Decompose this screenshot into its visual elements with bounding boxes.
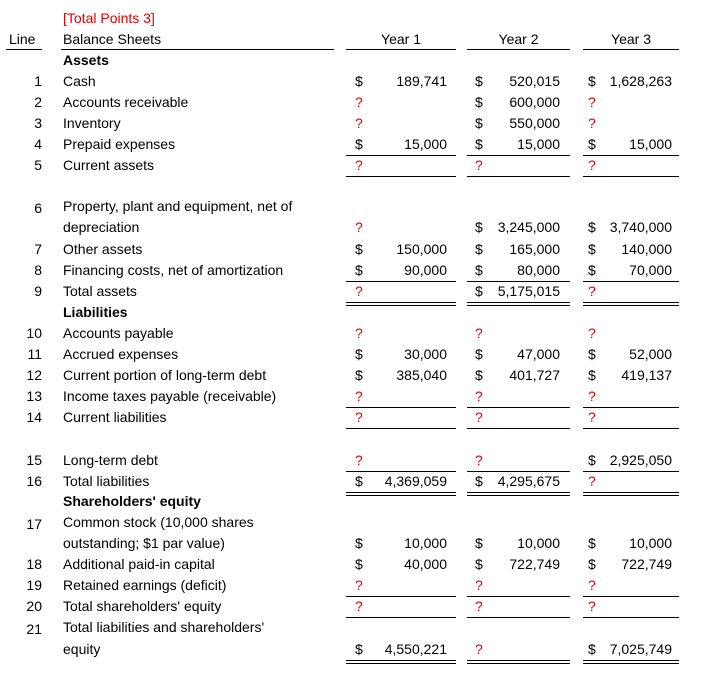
row-label: Cash [63,73,96,89]
unknown-value: ? [475,325,483,341]
amount-value: 47,000 [517,346,560,362]
row-label: Other assets [63,241,143,257]
row-label: Total assets [63,283,137,299]
total-underline [583,471,679,472]
total-underline [583,596,679,597]
currency-sign: $ [355,241,363,257]
unknown-value: ? [588,409,596,425]
double-underline [583,495,679,496]
currency-sign: $ [475,473,483,489]
unknown-value: ? [588,325,596,341]
double-underline [467,305,570,306]
line-number: 2 [34,94,42,110]
currency-sign: $ [355,346,363,362]
total-underline [346,407,456,408]
total-underline [467,407,570,408]
unknown-value: ? [588,157,596,173]
row-label: Current liabilities [63,409,167,425]
currency-sign: $ [355,535,363,551]
amount-value: 10,000 [404,535,447,551]
total-underline [467,428,570,429]
amount-value: 189,741 [396,73,447,89]
amount-value: 5,175,015 [497,283,560,299]
currency-sign: $ [475,535,483,551]
currency-sign: $ [355,136,363,152]
line-number: 6 [34,200,42,216]
amount-value: 10,000 [517,535,560,551]
line-number: 19 [26,577,42,593]
total-underline [583,176,679,177]
currency-sign: $ [588,535,596,551]
currency-sign: $ [588,136,596,152]
unknown-value: ? [355,157,363,173]
total-underline [467,492,570,493]
unknown-value: ? [355,577,363,593]
unknown-value: ? [355,388,363,404]
section-equity: Shareholders' equity [63,493,201,509]
line-number: 4 [34,136,42,152]
line-number: 16 [26,473,42,489]
amount-value: 722,749 [509,556,560,572]
total-points-label: [Total Points 3] [63,10,155,26]
line-number: 10 [26,325,42,341]
row-label: Prepaid expenses [63,136,176,152]
row-label: Accounts receivable [63,94,189,110]
unknown-value: ? [588,598,596,614]
amount-value: 165,000 [509,241,560,257]
unknown-value: ? [475,388,483,404]
amount-value: 2,925,050 [609,452,672,468]
total-underline [346,617,456,618]
line-number: 17 [26,516,42,532]
currency-sign: $ [475,283,483,299]
total-underline [467,281,570,282]
row-label: Common stock (10,000 shares [63,514,254,530]
line-number: 3 [34,115,42,131]
total-underline [346,428,456,429]
currency-sign: $ [355,473,363,489]
header-underline-line [6,49,42,50]
amount-value: 140,000 [621,241,672,257]
total-underline [346,596,456,597]
double-underline [583,305,679,306]
amount-value: 7,025,749 [609,641,672,657]
total-underline [467,176,570,177]
amount-value: 15,000 [629,136,672,152]
currency-sign: $ [588,262,596,278]
currency-sign: $ [475,136,483,152]
amount-value: 722,749 [621,556,672,572]
currency-sign: $ [588,346,596,362]
amount-value: 80,000 [517,262,560,278]
currency-sign: $ [355,262,363,278]
currency-sign: $ [588,556,596,572]
row-label: Income taxes payable (receivable) [63,388,277,404]
currency-sign: $ [355,641,363,657]
year1-header: Year 1 [381,31,421,47]
amount-value: 150,000 [396,241,447,257]
header-underline-year1 [346,49,456,50]
row-label: Additional paid-in capital [63,556,215,572]
double-underline [583,663,679,664]
total-underline [346,660,456,661]
row-label: Accrued expenses [63,346,179,362]
amount-value: 550,000 [509,115,560,131]
row-label-continued: outstanding; $1 par value) [63,535,225,551]
currency-sign: $ [475,367,483,383]
unknown-value: ? [588,283,596,299]
double-underline [467,663,570,664]
currency-sign: $ [588,452,596,468]
row-label: Long-term debt [63,452,158,468]
total-underline [346,471,456,472]
unknown-value: ? [588,115,596,131]
currency-sign: $ [475,94,483,110]
total-underline [346,155,456,156]
section-liabilities: Liabilities [63,304,128,320]
line-number: 20 [26,598,42,614]
amount-value: 4,369,059 [384,473,447,489]
year2-header: Year 2 [498,31,539,47]
double-underline [346,305,456,306]
row-label: Current assets [63,157,155,173]
total-underline [467,617,570,618]
unknown-value: ? [355,115,363,131]
row-label: Total shareholders' equity [63,598,222,614]
currency-sign: $ [475,556,483,572]
total-underline [467,660,570,661]
total-underline [583,617,679,618]
currency-sign: $ [475,73,483,89]
line-number: 9 [34,283,42,299]
amount-value: 90,000 [404,262,447,278]
amount-value: 40,000 [404,556,447,572]
row-label: Accounts payable [63,325,174,341]
unknown-value: ? [355,325,363,341]
row-label: Current portion of long-term debt [63,367,267,383]
unknown-value: ? [355,452,363,468]
amount-value: 3,740,000 [609,219,672,235]
currency-sign: $ [475,219,483,235]
header-underline-year2 [467,49,570,50]
unknown-value: ? [475,409,483,425]
currency-sign: $ [475,346,483,362]
unknown-value: ? [355,219,363,235]
total-underline [583,407,679,408]
row-label: Property, plant and equipment, net of [63,198,293,214]
unknown-value: ? [588,388,596,404]
currency-sign: $ [588,641,596,657]
amount-value: 600,000 [509,94,560,110]
currency-sign: $ [355,73,363,89]
currency-sign: $ [355,556,363,572]
double-underline [467,495,570,496]
currency-sign: $ [588,241,596,257]
currency-sign: $ [475,115,483,131]
row-label: Total liabilities and shareholders' [63,619,265,635]
header-underline-year3 [583,49,679,50]
amount-value: 419,137 [621,367,672,383]
row-label-continued: equity [63,641,101,657]
currency-sign: $ [475,241,483,257]
line-number: 7 [34,241,42,257]
unknown-value: ? [475,452,483,468]
line-number: 12 [26,367,42,383]
row-label: Total liabilities [63,473,150,489]
total-underline [583,492,679,493]
amount-value: 30,000 [404,346,447,362]
double-underline [583,302,679,303]
line-number: 8 [34,262,42,278]
currency-sign: $ [588,73,596,89]
line-number: 5 [34,157,42,173]
unknown-value: ? [475,598,483,614]
line-number: 13 [26,388,42,404]
line-number: 18 [26,556,42,572]
total-underline [346,176,456,177]
line-number: 15 [26,452,42,468]
total-underline [583,281,679,282]
sheet-title: Balance Sheets [63,31,162,47]
double-underline [346,663,456,664]
unknown-value: ? [475,157,483,173]
unknown-value: ? [588,94,596,110]
row-label: Retained earnings (deficit) [63,577,227,593]
amount-value: 3,245,000 [497,219,560,235]
amount-value: 520,015 [509,73,560,89]
unknown-value: ? [355,94,363,110]
currency-sign: $ [475,262,483,278]
row-label: Inventory [63,115,121,131]
amount-value: 15,000 [517,136,560,152]
currency-sign: $ [588,367,596,383]
amount-value: 385,040 [396,367,447,383]
currency-sign: $ [588,219,596,235]
row-label: Financing costs, net of amortization [63,262,284,278]
amount-value: 4,550,221 [384,641,447,657]
year3-header: Year 3 [611,31,651,47]
unknown-value: ? [355,283,363,299]
amount-value: 15,000 [404,136,447,152]
unknown-value: ? [355,598,363,614]
amount-value: 70,000 [629,262,672,278]
double-underline [346,495,456,496]
total-underline [346,281,456,282]
total-underline [467,596,570,597]
total-underline [583,660,679,661]
line-number: 11 [27,346,42,362]
total-underline [583,155,679,156]
total-underline [583,428,679,429]
row-label-continued: depreciation [63,219,140,235]
unknown-value: ? [588,577,596,593]
currency-sign: $ [355,367,363,383]
line-number: 21 [26,621,42,637]
total-underline [467,471,570,472]
amount-value: 401,727 [509,367,560,383]
total-underline [467,155,570,156]
amount-value: 4,295,675 [497,473,560,489]
line-number: 1 [34,73,42,89]
total-underline [346,492,456,493]
unknown-value: ? [475,641,483,657]
unknown-value: ? [355,409,363,425]
line-column-header: Line [9,31,36,47]
double-underline [346,302,456,303]
unknown-value: ? [588,473,596,489]
amount-value: 52,000 [629,346,672,362]
section-assets: Assets [63,52,109,68]
line-number: 14 [26,409,42,425]
unknown-value: ? [475,577,483,593]
double-underline [467,302,570,303]
amount-value: 1,628,263 [609,73,672,89]
header-underline-title [61,49,334,50]
amount-value: 10,000 [629,535,672,551]
